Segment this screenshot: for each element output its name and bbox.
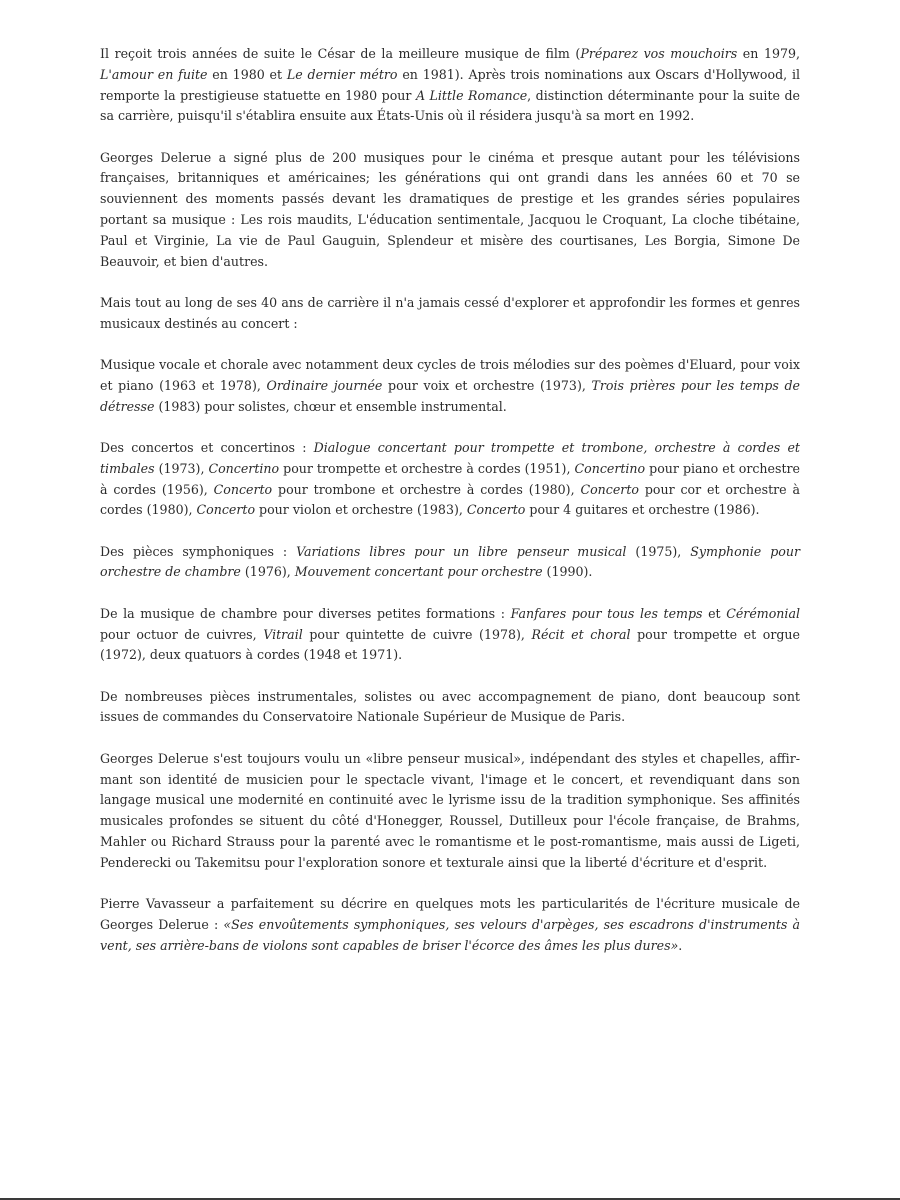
italic-title-text: Le dernier métro (286, 66, 398, 82)
paragraph-text: pour piano et orchestre à cordes (1956), (100, 460, 800, 497)
paragraph-text: pour voix et orchestre (1973), (382, 377, 592, 393)
paragraph (100, 894, 800, 956)
paragraph-text: Il reçoit trois années de suite le César de la meilleure musique de film ( (100, 46, 581, 61)
paragraph-text: (1975), (626, 543, 691, 559)
paragraph-text: Musique vocale et chorale avec notamment deux cycles de trois mélodies sur des poèmes d'Eluard, pour voix et piano (1963 et 1978), (100, 357, 800, 393)
paragraph (100, 749, 800, 874)
italic-title-text: A Little Romance (415, 87, 528, 103)
paragraph (100, 355, 800, 417)
paragraph-text: et (702, 605, 727, 621)
paragraph (100, 438, 800, 521)
body-text (100, 44, 800, 956)
italic-title-text: Concertino (574, 460, 646, 476)
italic-title-text: Symphonie pour orchestre de chambre (100, 543, 800, 580)
paragraph-text: De la musique de chambre pour diverses petites formations : (100, 605, 511, 621)
paragraph-text: pour octuor de cuivres, (100, 626, 264, 642)
paragraph-text: Des concertos et concertinos : (100, 439, 314, 455)
paragraph-text: , distinction déterminante pour la suite de sa carrière, puisqu'il s'établira ensuite aux États-Unis où il résidera jusqu'à sa mort en 1992. (100, 87, 800, 124)
paragraph-text: (1976), (240, 564, 295, 580)
italic-title-text: Préparez vos mouchoirs (580, 46, 738, 61)
italic-title-text: Dialogue concertant pour trompette et trombone, orchestre à cordes et timbales (100, 439, 800, 476)
italic-title-text: Cérémonial (726, 605, 800, 621)
paragraph-text: Georges Delerue a signé plus de 200 musiques pour le cinéma et presque autant pour les télévisions françaises, britanniques et américaines; les générations qui ont grandi dans les années 60 et 70 se souviennent des moments passés devant les dramatiques de prestige et les grandes séries populaires portant sa musique : Les rois maudits, L'éducation sentimentale, Jacquou le Croquant, La cloche tibétaine, Paul et Virginie, La vie de Paul Gauguin, Splendeur et misère des courtisanes, Les Borgia, Simone De Beauvoir, et bien d'autres. (100, 149, 800, 269)
italic-title-text: Récit et choral (531, 626, 631, 642)
paragraph-text: . (678, 937, 683, 953)
paragraph-text: pour quintette de cuivre (1978), (302, 626, 532, 642)
paragraph-text: pour cor et orchestre à cordes (1980), (100, 481, 800, 518)
paragraph-text: pour 4 guitares et orchestre (1986). (525, 502, 760, 518)
paragraph-text: Mais tout au long de ses 40 ans de carrière il n'a jamais cessé d'explorer et approfondir les formes et genres musicaux destinés au concert : (100, 294, 800, 331)
paragraph-text: pour trompette et orgue (1972), deux quatuors à cordes (1948 et 1971). (100, 626, 800, 663)
paragraph (100, 604, 800, 666)
paragraph-text: en 1981). Après trois nominations aux Oscars d'Hollywood, il remporte la prestigieuse statuette en 1980 pour (100, 66, 801, 103)
italic-title-text: L'amour en fuite (100, 66, 208, 82)
paragraph-text: Pierre Vavasseur a parfaitement su décrire en quelques mots les particularités de l'écriture musicale de Georges Delerue : (100, 896, 800, 932)
paragraph-text: (1973), (154, 460, 209, 476)
paragraph (100, 44, 800, 127)
paragraph (100, 542, 800, 584)
paragraph-text: en 1980 et (207, 66, 287, 82)
italic-title-text: Concerto (196, 502, 256, 518)
italic-title-text: Concertino (208, 460, 280, 476)
italic-title-text: Concerto (213, 481, 273, 497)
paragraph-text: pour trompette et orchestre à cordes (1951), (279, 460, 575, 476)
italic-title-text: Trois prières pour les temps de détresse (100, 377, 800, 414)
paragraph-text: Georges Delerue s'est toujours voulu un «libre penseur musical», indépendant des styles et chapelles, affirmant son identité de musicien pour le spectacle vivant, l'image et le concert, et revendiquant dans son langage musical une modernité en continuité avec le lyrisme issu de la tradition symphonique. Ses affinités musicales profondes se situent du côté d'Honegger, Roussel, Dutilleux pour l'école française, de Brahms, Mahler ou Richard Strauss pour la parenté avec le romantisme et le post-romantisme, mais aussi de Ligeti, Penderecki ou Takemitsu pour l'exploration sonore et texturale ainsi que la liberté d'écriture et d'esprit. (100, 750, 800, 870)
italic-title-text: «Ses envoûtements symphoniques, ses velours d'arpèges, ses escadrons d'instruments à vent, ses arrière-bans de violons sont capables de briser l'écorce des âmes les plus dures» (100, 916, 800, 953)
paragraph-text: De nombreuses pièces instrumentales, solistes ou avec accompagnement de piano, dont beaucoup sont issues de commandes du Conservatoire Nationale Supérieur de Musique de Paris. (100, 688, 800, 725)
italic-title-text: Ordinaire journée (266, 377, 383, 393)
italic-title-text: Variations libres pour un libre penseur musical (296, 543, 627, 559)
italic-title-text: Fanfares pour tous les temps (510, 605, 703, 621)
paragraph-text: Des pièces symphoniques : (100, 543, 297, 559)
paragraph-text: pour violon et orchestre (1983), (255, 502, 467, 518)
paragraph-text: (1983) pour solistes, chœur et ensemble instrumental. (154, 398, 507, 414)
paragraph-text: pour trombone et orchestre à cordes (1980), (272, 481, 581, 497)
paragraph (100, 293, 800, 335)
italic-title-text: Concerto (580, 481, 639, 497)
paragraph-text: en 1979, (737, 46, 801, 61)
paragraph (100, 148, 800, 273)
paragraph (100, 687, 800, 729)
paragraph-text: (1990). (542, 564, 593, 580)
italic-title-text: Mouvement concertant pour orchestre (294, 564, 543, 580)
italic-title-text: Concerto (466, 502, 526, 518)
italic-title-text: Vitrail (263, 626, 303, 642)
